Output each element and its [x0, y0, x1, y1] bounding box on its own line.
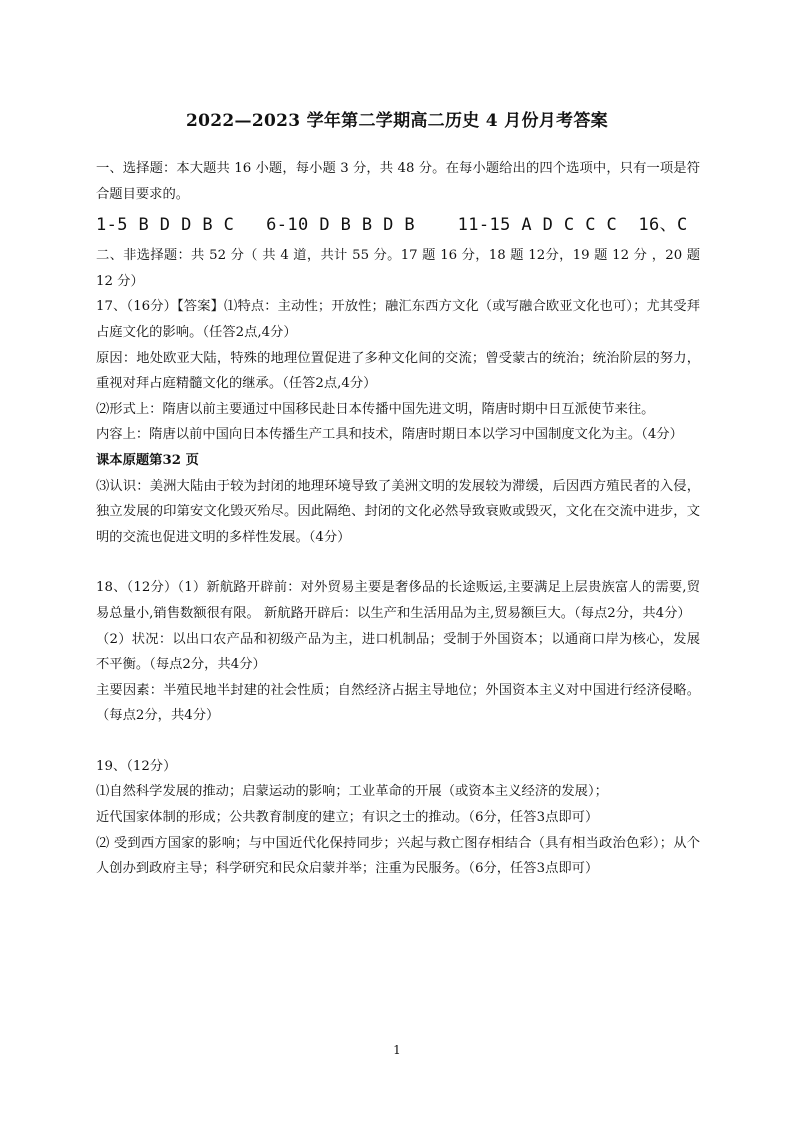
- spacer: [96, 550, 700, 575]
- q17-part2-content: 内容上：隋唐以前中国向日本传播生产工具和技术，隋唐时期日本以学习中国制度文化为主。（4分）: [96, 427, 683, 443]
- q17-reason: 原因：地处欧亚大陆，特殊的地理位置促进了多种文化间的交流；曾受蒙古的统治；统治阶层的努力，重视对拜占庭精髓文化的继承。（任答2点,4分）: [96, 350, 700, 392]
- q19-part1-line2: 近代国家体制的形成；公共教育制度的建立；有识之士的推动。（6分，任答3点即可）: [96, 810, 599, 826]
- section1-intro: 一、选择题：本大题共 16 小题，每小题 3 分，共 48 分。在每小题给出的四个选项中，只有一项是符合题目要求的。: [96, 161, 700, 202]
- q17-part3: ⑶认识：美洲大陆由于较为封闭的地理环境导致了美洲文明的发展较为滞缓，后因西方殖民者的入侵，独立发展的印第安文化毁灭殆尽。因此隔绝、封闭的文化必然导致衰败或毁灭，文化在交流中进步，文明的交流也促进文明的多样性发展。（4分）: [96, 478, 700, 545]
- document-title: 2022—2023 学年第二学期高二历史 4 月份月考答案: [186, 111, 608, 131]
- q17-textbook-note: 课本原题第32 页: [96, 452, 199, 468]
- section2-intro: 二、非选择题：共 52 分（ 共 4 道，共计 55 分。17 题 16 分，18 题 12分，19 题 12 分 ，20 题12 分）: [96, 248, 700, 289]
- q18-part1: 18、（12分）（1）新航路开辟前：对外贸易主要是奢侈品的长途贩运,主要满足上层贵族富人的需要,贸易总量小,销售数额很有限。 新航路开辟后：以生产和生活用品为主,贸易额巨大。（每点2分，共4分）: [96, 580, 700, 621]
- q19-part1-line1: ⑴自然科学发展的推动；启蒙运动的影响；工业革命的开展（或资本主义经济的发展）；: [96, 784, 608, 800]
- q17-part2-form: ⑵形式上：隋唐以前主要通过中国移民赴日本传播中国先进文明，隋唐时期中日互派使节来往。: [96, 401, 655, 417]
- spacer: [96, 729, 700, 754]
- q18-part2: （2）状况：以出口农产品和初级产品为主，进口机制品；受制于外国资本；以通商口岸为核心，发展不平衡。（每点2分，共4分）: [96, 631, 700, 673]
- choice-answers: 1-5 B D D B C 6-10 D B B D B 11-15 A D C C C 16、C: [96, 215, 688, 236]
- q17-part1: 17、（16分）【答案】⑴特点：主动性；开放性；融汇东西方文化（或写融合欧亚文化也可）；尤其受拜占庭文化的影响。（任答2点,4分）: [96, 299, 700, 340]
- page-number: 1: [393, 1043, 401, 1057]
- q19-part2: ⑵ 受到西方国家的影响；与中国近代化保持同步；兴起与救亡图存相结合（具有相当政治色彩）；从个人创办到政府主导；科学研究和民众启蒙并举；注重为民服务。（6分，任答3点即可）: [96, 835, 700, 877]
- q18-factors: 主要因素：半殖民地半封建的社会性质；自然经济占据主导地位；外国资本主义对中国进行经济侵略。（每点2分，共4分）: [96, 682, 700, 724]
- document-body: [96, 156, 700, 882]
- q19-heading: 19、（12分）: [96, 758, 177, 774]
